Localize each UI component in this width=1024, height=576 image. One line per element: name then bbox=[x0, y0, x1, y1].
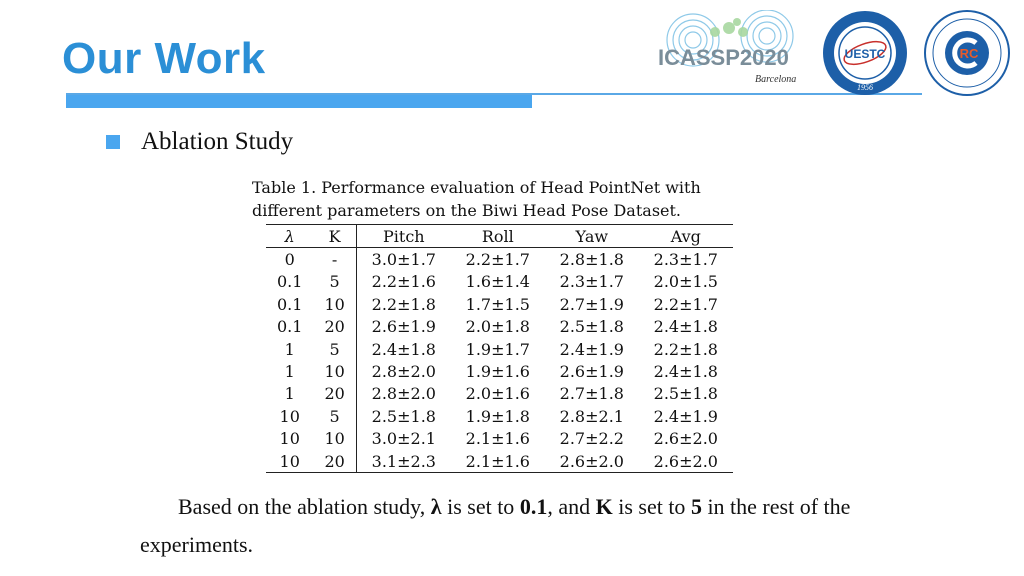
cell-k: 10 bbox=[313, 428, 356, 450]
cell-roll: 1.9±1.6 bbox=[465, 362, 530, 382]
cell-k: 5 bbox=[313, 271, 356, 293]
conclusion-text-2: is set to bbox=[441, 494, 520, 519]
conclusion-lambda-symbol: λ bbox=[430, 494, 442, 519]
cell-k: - bbox=[313, 248, 356, 271]
cell-pitch: 2.8±2.0 bbox=[371, 362, 436, 382]
conclusion-lambda-value: 0.1 bbox=[519, 494, 548, 519]
cell-pitch: 2.8±2.0 bbox=[371, 384, 436, 404]
cell-lambda: 0.1 bbox=[277, 272, 303, 292]
conclusion-text-4: is set to bbox=[612, 494, 691, 519]
cell-avg: 2.0±1.5 bbox=[653, 272, 718, 292]
cell-yaw: 2.8±1.8 bbox=[559, 250, 624, 270]
rc-logo-text: RC bbox=[959, 46, 979, 61]
table-row bbox=[266, 383, 733, 405]
table-row bbox=[266, 271, 733, 293]
cell-lambda: 1 bbox=[284, 384, 295, 404]
table-row bbox=[266, 248, 733, 271]
cell-avg: 2.4±1.8 bbox=[653, 362, 718, 382]
uestc-logo bbox=[822, 10, 908, 96]
cell-avg: 2.2±1.7 bbox=[653, 294, 718, 314]
table-row bbox=[266, 405, 733, 427]
cell-lambda: 0.1 bbox=[277, 294, 303, 314]
icassp-logo-subtext: Barcelona bbox=[755, 74, 797, 85]
cell-yaw: 2.7±2.2 bbox=[559, 429, 624, 449]
cell-yaw: 2.5±1.8 bbox=[559, 317, 624, 337]
title-accent-bar bbox=[66, 95, 532, 108]
cell-k: 10 bbox=[313, 360, 356, 382]
cell-yaw: 2.3±1.7 bbox=[559, 272, 624, 292]
cell-k: 5 bbox=[313, 338, 356, 360]
conclusion-paragraph bbox=[140, 488, 900, 564]
cell-roll: 1.9±1.8 bbox=[465, 406, 530, 426]
cell-lambda: 10 bbox=[279, 429, 300, 449]
cell-pitch: 2.2±1.8 bbox=[371, 294, 436, 314]
cell-roll: 2.1±1.6 bbox=[465, 451, 530, 471]
cell-avg: 2.6±2.0 bbox=[653, 451, 718, 471]
cell-yaw: 2.6±2.0 bbox=[559, 451, 624, 471]
cell-pitch: 3.1±2.3 bbox=[371, 451, 436, 471]
cell-avg: 2.4±1.8 bbox=[653, 317, 718, 337]
cell-roll: 1.9±1.7 bbox=[465, 339, 530, 359]
cell-k: 10 bbox=[313, 293, 356, 315]
bullet-ablation-study bbox=[106, 128, 293, 156]
cell-roll: 2.0±1.8 bbox=[465, 317, 530, 337]
table-row bbox=[266, 450, 733, 473]
cell-avg: 2.3±1.7 bbox=[653, 250, 718, 270]
cell-pitch: 3.0±2.1 bbox=[371, 429, 436, 449]
cell-k: 5 bbox=[313, 405, 356, 427]
table-row bbox=[266, 360, 733, 382]
uestc-logo-text: UESTC bbox=[844, 47, 886, 61]
cell-avg: 2.6±2.0 bbox=[653, 429, 718, 449]
cell-roll: 2.2±1.7 bbox=[465, 250, 530, 270]
icassp-logo-text: ICASSP2020 bbox=[658, 45, 789, 70]
cell-roll: 2.1±1.6 bbox=[465, 429, 530, 449]
conclusion-text-5: in the rest of the experiments. bbox=[140, 494, 851, 557]
ablation-table-block bbox=[252, 176, 772, 473]
cell-lambda: 0 bbox=[284, 250, 295, 270]
cell-avg: 2.2±1.8 bbox=[653, 339, 718, 359]
table-row bbox=[266, 293, 733, 315]
icassp-logo bbox=[655, 10, 805, 88]
cell-lambda: 10 bbox=[279, 406, 300, 426]
cell-lambda: 1 bbox=[284, 339, 295, 359]
table-caption-line-2: different parameters on the Biwi Head Pose Dataset. bbox=[252, 201, 682, 220]
cell-yaw: 2.7±1.9 bbox=[559, 294, 624, 314]
header-pitch: Pitch bbox=[356, 225, 451, 248]
cell-roll: 1.6±1.4 bbox=[465, 272, 530, 292]
cell-pitch: 2.2±1.6 bbox=[371, 272, 436, 292]
uestc-logo-year: 1956 bbox=[857, 83, 873, 92]
conclusion-text-3: , and bbox=[547, 494, 596, 519]
table-caption-line-1: Table 1. Performance evaluation of Head PointNet with bbox=[252, 178, 701, 197]
cell-yaw: 2.4±1.9 bbox=[559, 339, 624, 359]
cell-yaw: 2.6±1.9 bbox=[559, 362, 624, 382]
cell-roll: 1.7±1.5 bbox=[465, 294, 530, 314]
header-k: K bbox=[313, 225, 356, 248]
bullet-square-icon bbox=[106, 135, 120, 149]
cell-avg: 2.4±1.9 bbox=[653, 406, 718, 426]
header-lambda: λ bbox=[266, 225, 313, 248]
cell-yaw: 2.8±2.1 bbox=[559, 406, 624, 426]
ablation-table bbox=[266, 224, 733, 473]
cell-lambda: 0.1 bbox=[277, 317, 303, 337]
conclusion-k-value: 5 bbox=[690, 494, 702, 519]
cell-pitch: 2.6±1.9 bbox=[371, 317, 436, 337]
cell-pitch: 2.5±1.8 bbox=[371, 406, 436, 426]
cell-yaw: 2.7±1.8 bbox=[559, 384, 624, 404]
cell-lambda: 1 bbox=[284, 362, 295, 382]
cell-roll: 2.0±1.6 bbox=[465, 384, 530, 404]
cell-pitch: 3.0±1.7 bbox=[371, 250, 436, 270]
table-row bbox=[266, 428, 733, 450]
cell-lambda: 10 bbox=[279, 451, 300, 471]
header-roll: Roll bbox=[451, 225, 545, 248]
cell-k: 20 bbox=[313, 383, 356, 405]
cell-k: 20 bbox=[313, 316, 356, 338]
cell-pitch: 2.4±1.8 bbox=[371, 339, 436, 359]
bullet-text: Ablation Study bbox=[141, 128, 294, 155]
cell-avg: 2.5±1.8 bbox=[653, 384, 718, 404]
conclusion-k-symbol: K bbox=[595, 494, 613, 519]
table-row bbox=[266, 316, 733, 338]
table-row bbox=[266, 338, 733, 360]
cell-k: 20 bbox=[313, 450, 356, 473]
rc-institute-logo bbox=[924, 10, 1010, 96]
header-avg: Avg bbox=[639, 225, 733, 248]
table-header-row bbox=[266, 225, 733, 248]
conclusion-text-1: Based on the ablation study, bbox=[178, 494, 431, 519]
slide-title: Our Work bbox=[62, 34, 266, 83]
header-yaw: Yaw bbox=[545, 225, 639, 248]
